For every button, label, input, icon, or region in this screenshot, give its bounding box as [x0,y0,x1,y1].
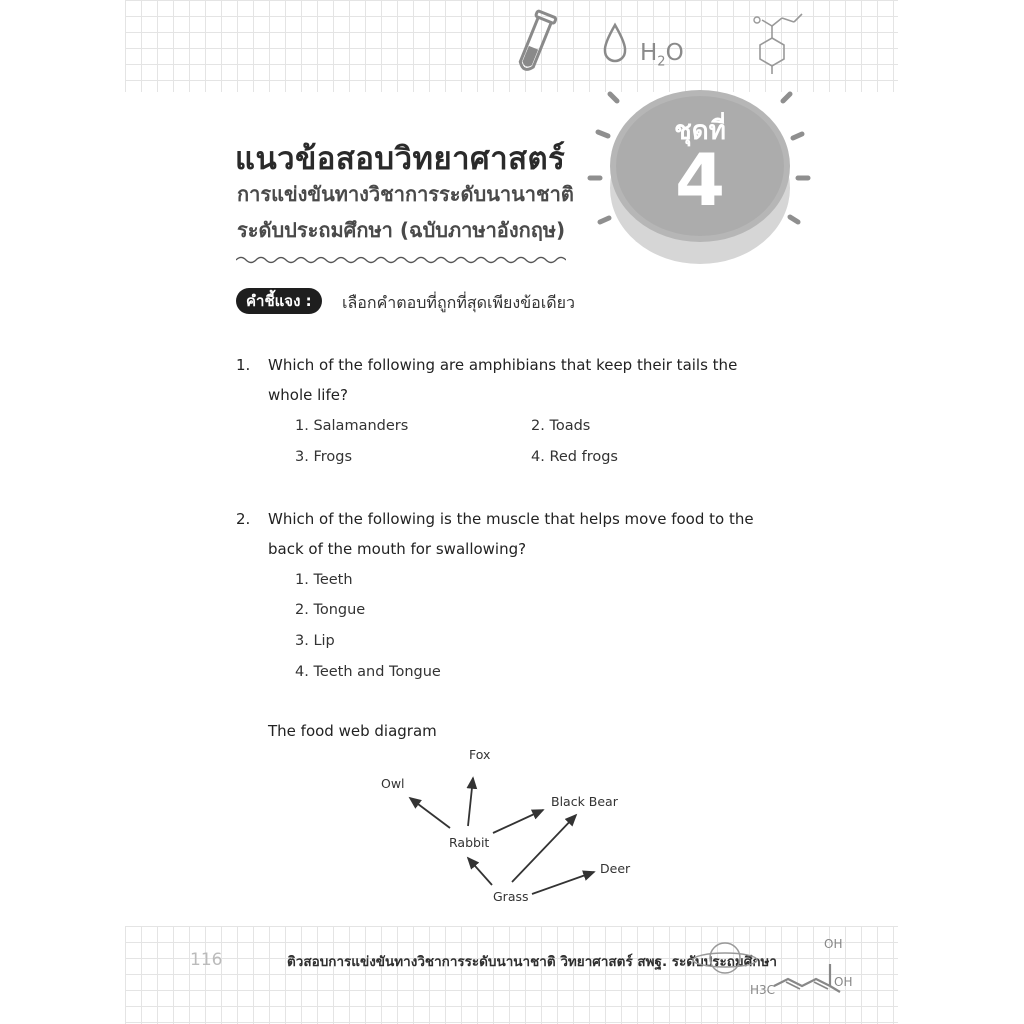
node-rabbit: Rabbit [449,835,490,850]
page-number: 116 [190,950,223,970]
svg-text:OH: OH [824,937,843,951]
node-grass: Grass [493,889,529,904]
set-label: ชุดที่ [674,116,726,146]
question-2-number: 2. [236,510,251,528]
node-fox: Fox [469,747,491,762]
question-1-line-1: Which of the following are amphibians that keep their tails the [268,356,738,374]
node-owl: Owl [381,776,405,791]
svg-text:H3C: H3C [750,983,776,997]
arrow-rabbit-to-fox [468,778,473,826]
subtitle-line-1: การแข่งขันทางวิชาการระดับนานาชาติ [237,182,574,206]
question-2-choice-4[interactable]: 4. Teeth and Tongue [295,664,441,680]
footer-book-title: ติวสอบการแข่งขันทางวิชาการระดับนานาชาติ วิทยาศาสตร์ สพฐ. ระดับประถมศึกษา [287,954,778,970]
arrow-grass-to-deer [532,872,594,894]
instruction-text: เลือกคำตอบที่ถูกที่สุดเพียงข้อเดียว [342,293,576,312]
question-1-choice-3[interactable]: 3. Frogs [295,449,353,465]
question-2-line-1: Which of the following is the muscle that helps move food to the [268,510,754,528]
arrow-grass-to-black-bear [512,815,576,882]
question-2-choice-2[interactable]: 2. Tongue [295,602,366,618]
node-deer: Deer [600,861,631,876]
question-2-line-2: back of the mouth for swallowing? [268,540,527,558]
subtitle-line-2: ระดับประถมศึกษา (ฉบับภาษาอังกฤษ) [237,218,566,242]
arrow-rabbit-to-owl [410,798,450,828]
question-2-choice-1[interactable]: 1. Teeth [295,572,353,588]
question-2-choice-3[interactable]: 3. Lip [295,633,335,649]
question-1-choice-4[interactable]: 4. Red frogs [531,449,618,465]
food-web-title: The food web diagram [268,722,437,740]
set-number: 4 [674,138,726,222]
question-1-line-2: whole life? [268,386,348,404]
arrow-rabbit-to-black-bear [493,810,543,833]
svg-text:OH: OH [834,975,853,989]
question-1-choice-1[interactable]: 1. Salamanders [295,418,409,434]
question-1-number: 1. [236,356,251,374]
node-black-bear: Black Bear [551,794,618,809]
page-title: แนวข้อสอบวิทยาศาสตร์ [235,141,566,177]
h2o-formula: $H_2O$ [640,40,684,70]
question-1-choice-2[interactable]: 2. Toads [531,418,591,434]
instruction-badge: คำชี้แจง : [236,288,322,314]
molecule-chain-icon [748,934,858,1000]
arrow-grass-to-rabbit [468,858,492,885]
